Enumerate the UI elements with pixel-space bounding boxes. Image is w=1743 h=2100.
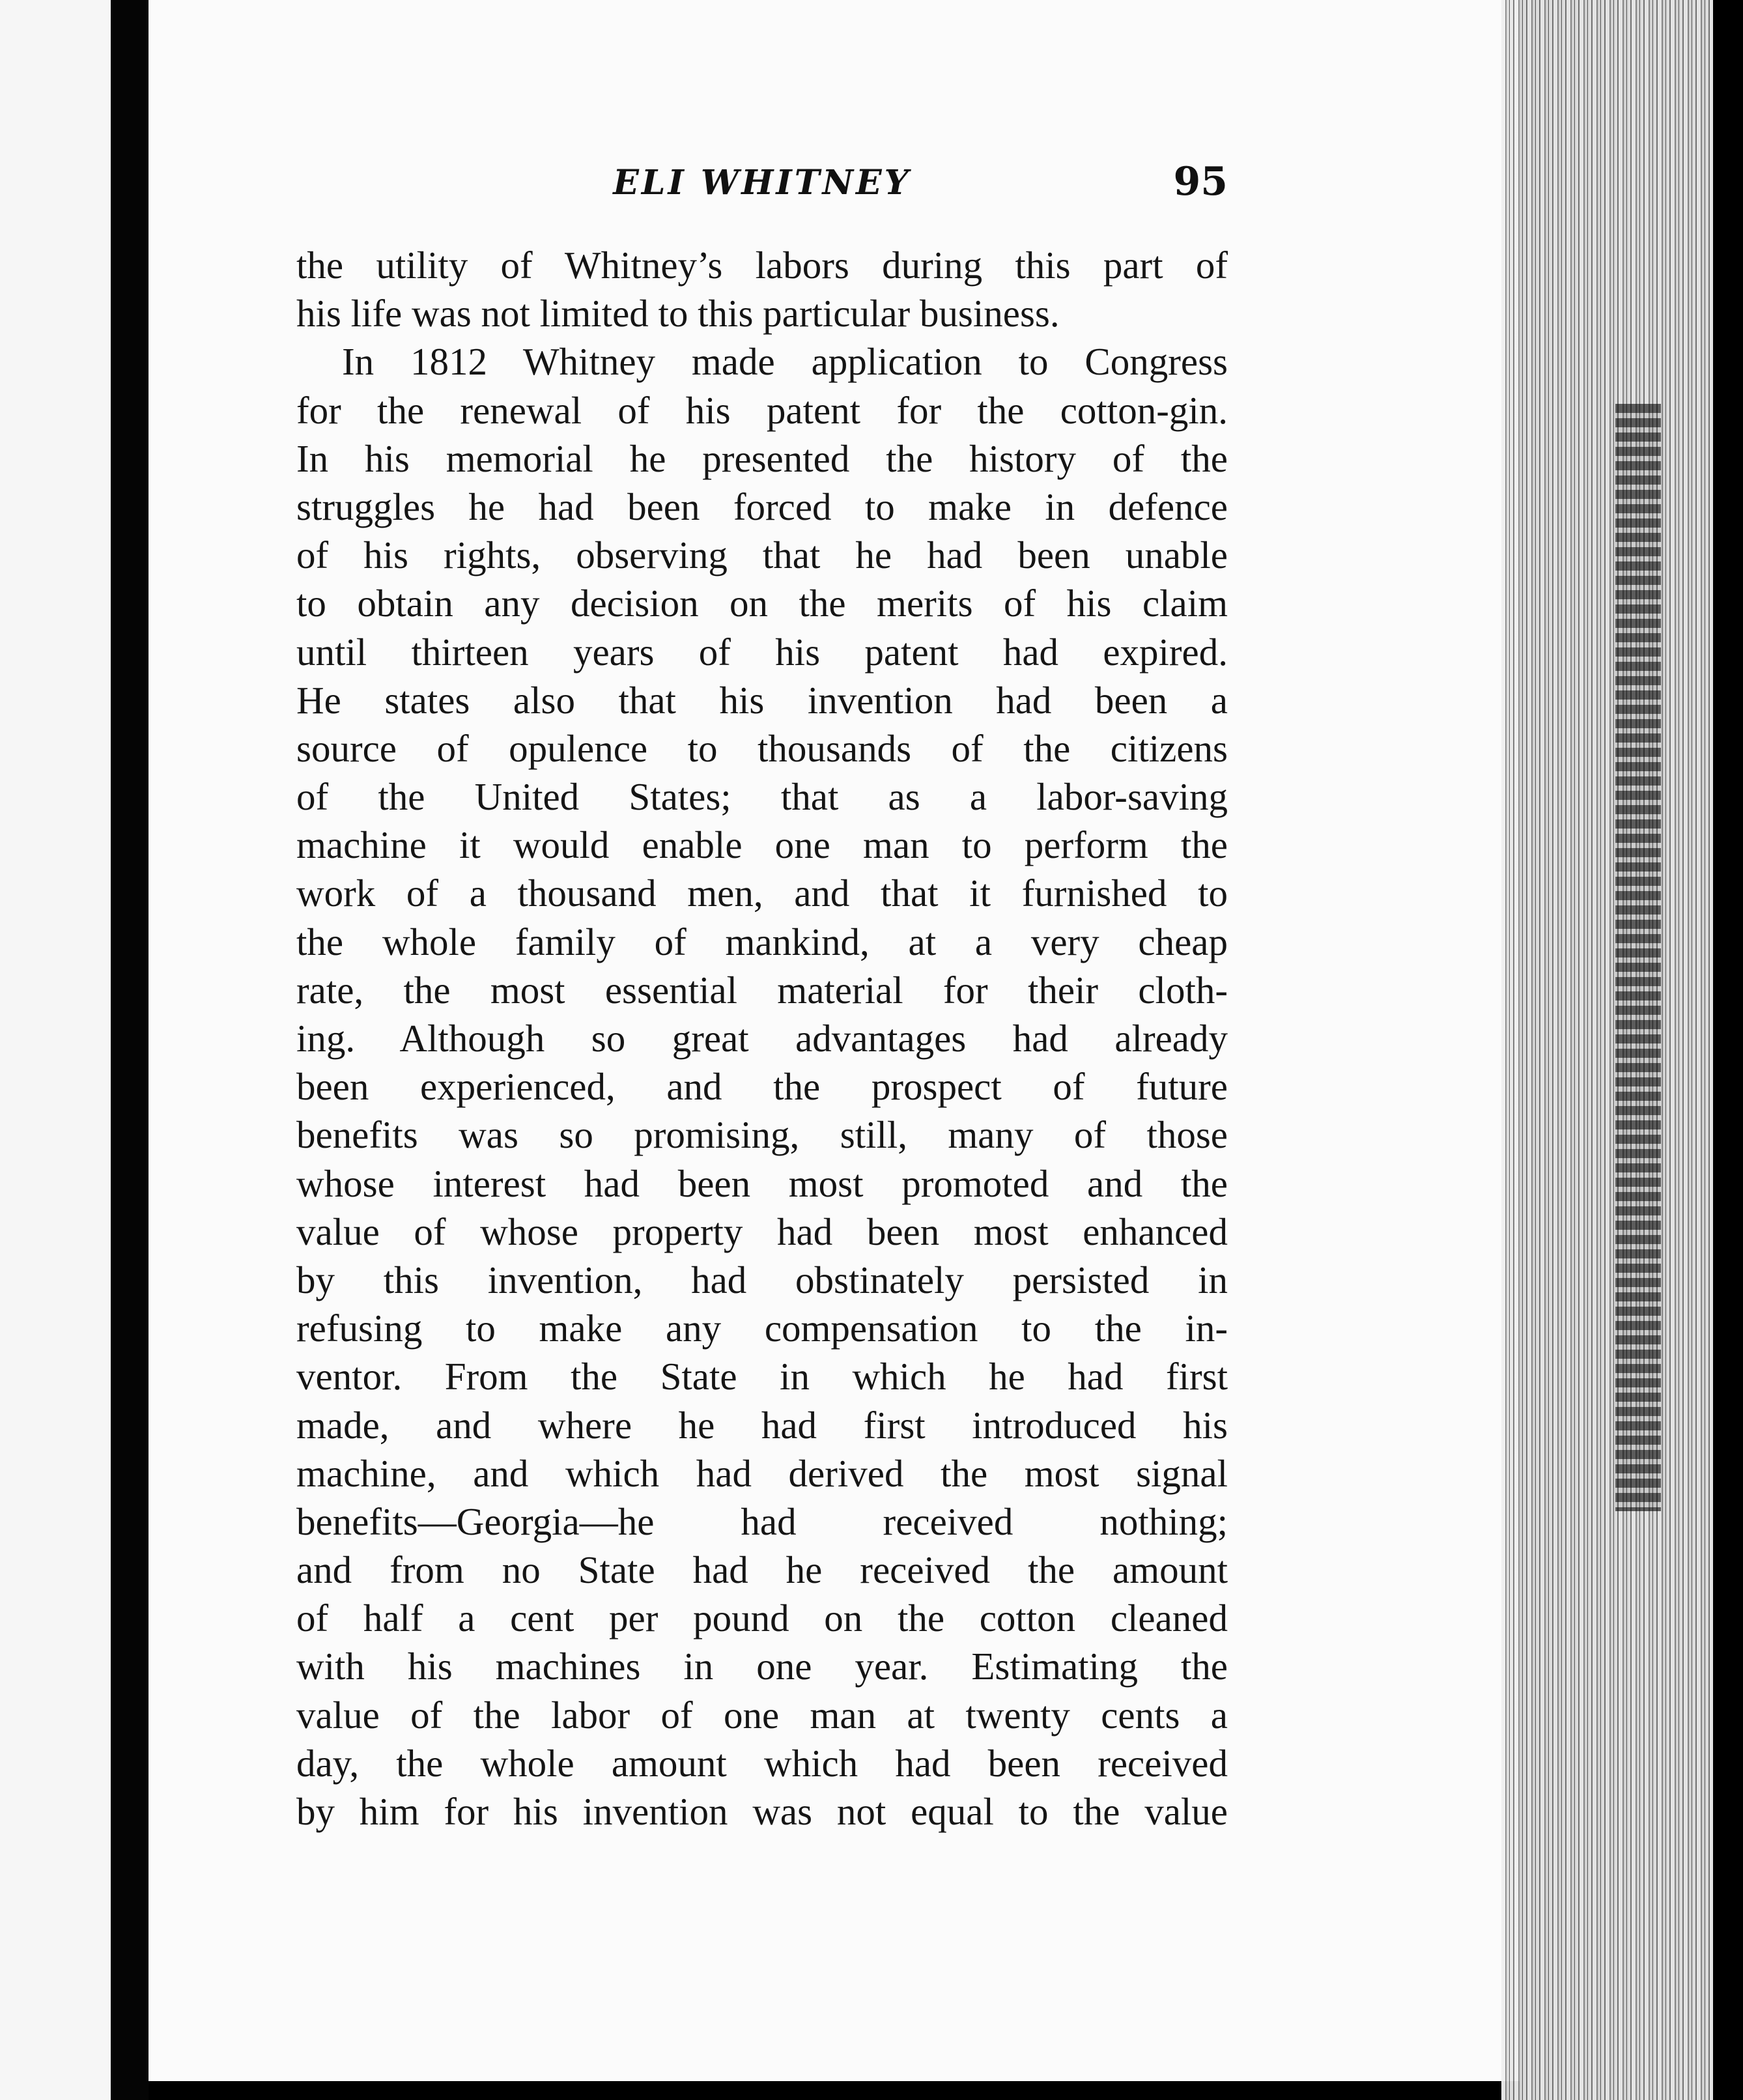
text-line: machine it would enable one man to perform the (296, 823, 1228, 867)
text-line: work of a thousand men, and that it furnished to (296, 872, 1228, 915)
text-line: of half a cent per pound on the cotton cleaned (296, 1596, 1228, 1640)
text-line: In 1812 Whitney made application to Congress (342, 340, 1228, 384)
text-line: day, the whole amount which had been received (296, 1741, 1228, 1785)
text-line: benefits was so promising, still, many of those (296, 1113, 1228, 1157)
text-line: for the renewal of his patent for the cotton-gin. (296, 388, 1228, 432)
page-stack-edges (1501, 0, 1723, 2100)
text-line: whose interest had been most promoted and the (296, 1161, 1228, 1205)
text-line: with his machines in one year. Estimating the (296, 1645, 1228, 1688)
text-line: machine, and which had derived the most signal (296, 1451, 1228, 1495)
text-line: value of whose property had been most enhanced (296, 1210, 1228, 1253)
text-line: value of the labor of one man at twenty cents a (296, 1693, 1228, 1737)
running-title: ELI WHITNEY (613, 163, 911, 203)
page-header (296, 159, 1228, 221)
book-gutter (111, 0, 149, 2100)
text-line: to obtain any decision on the merits of his claim (296, 582, 1228, 625)
text-line: been experienced, and the prospect of future (296, 1065, 1228, 1109)
text-line: benefits—Georgia—he had received nothing; (296, 1499, 1228, 1543)
library-edge-stamp (1615, 404, 1661, 1511)
text-line: until thirteen years of his patent had expired. (296, 630, 1228, 674)
text-line: rate, the most essential material for their cloth- (296, 968, 1228, 1012)
text-line: by him for his invention was not equal to the value (296, 1790, 1228, 1833)
text-line: In his memorial he presented the history of the (296, 436, 1228, 480)
text-line: ventor. From the State in which he had first (296, 1355, 1228, 1398)
text-line: He states also that his invention had been a (296, 678, 1228, 722)
text-line: struggles he had been forced to make in defence (296, 485, 1228, 528)
page-number: 95 (1173, 159, 1228, 205)
text-line: the whole family of mankind, at a very cheap (296, 920, 1228, 963)
text-line: source of opulence to thousands of the citizens (296, 726, 1228, 770)
scan-border (1713, 0, 1743, 2100)
text-line: his life was not limited to this particular business. (296, 292, 1060, 335)
text-line: of the United States; that as a labor-saving (296, 775, 1228, 819)
text-line: of his rights, observing that he had been unable (296, 533, 1228, 577)
text-line: the utility of Whitney’s labors during this part of (296, 244, 1228, 287)
text-line: and from no State had he received the amount (296, 1548, 1228, 1592)
text-line: by this invention, had obstinately persisted in (296, 1258, 1228, 1301)
text-line: refusing to make any compensation to the in- (296, 1307, 1228, 1350)
text-line: made, and where he had first introduced his (296, 1403, 1228, 1447)
previous-page-edge (0, 0, 111, 2100)
text-line: ing. Although so great advantages had already (296, 1017, 1228, 1060)
body-text (296, 241, 1228, 1836)
